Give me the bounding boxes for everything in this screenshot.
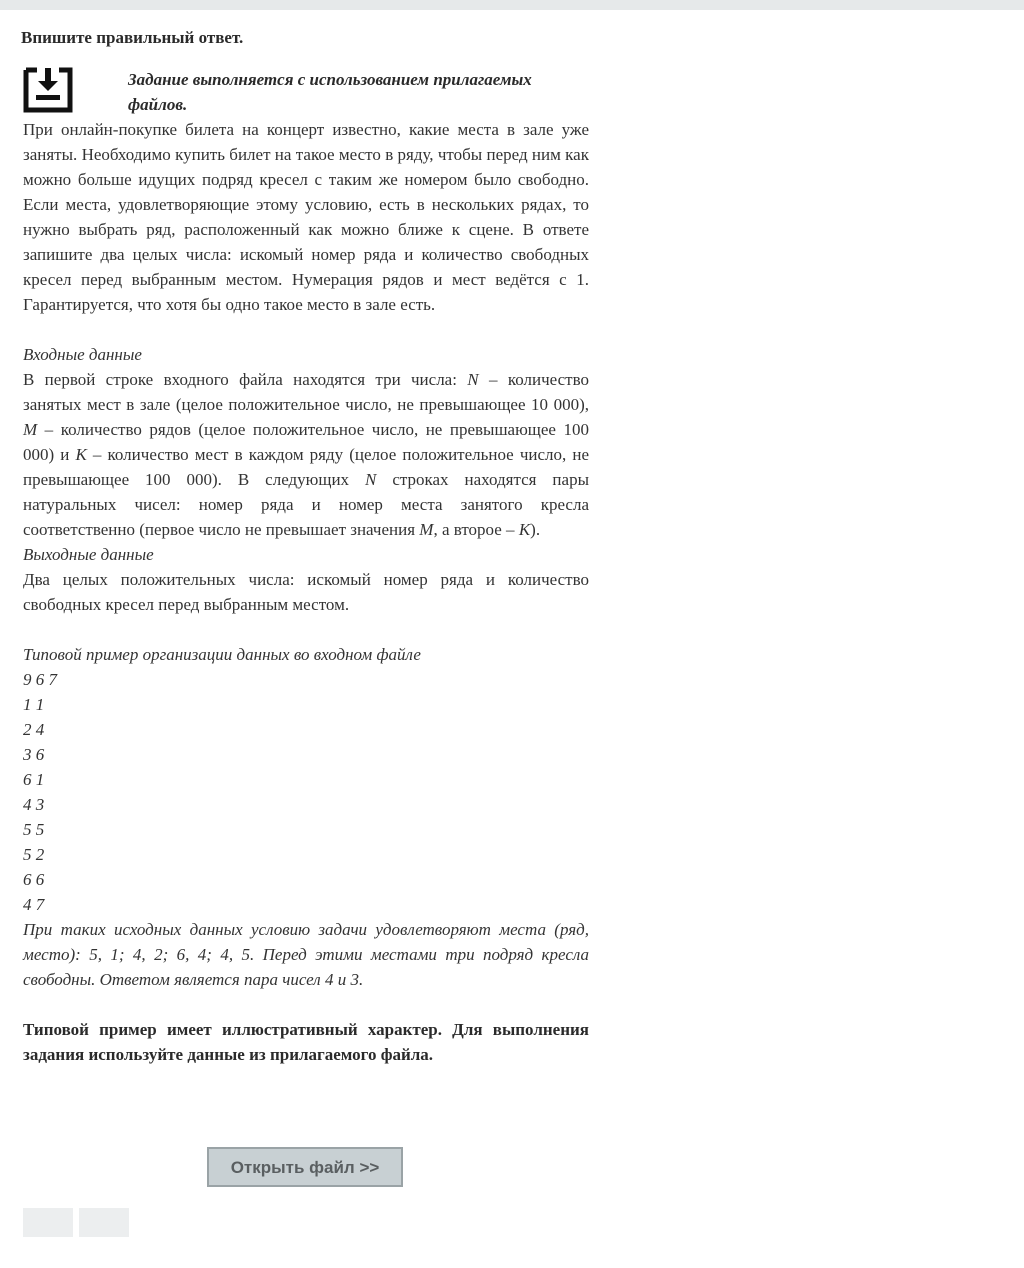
- input-description: В первой строке входного файла находятся три числа: N – количество занятых мест в зале (целое положительное число, не превышающее 10 000), M – количество рядов (целое положительное число, не превышающее 100 000) и K – количество мест в каждом ряду (целое положительное число, не превышающее 100 000). В следующих N строках находятся пары натуральных чисел: номер ряда и номер места занятого кресла соответственно (первое число не превышает значения M, а второе – K).: [23, 370, 589, 539]
- task-text: При онлайн-покупке билета на концерт известно, какие места в зале уже заняты. Необходимо купить билет на такое место в ряду, чтобы перед ним как можно больше идущих подряд кресел с таким же номером было свободно. Если места, удовлетворяющие этому условию, есть в нескольких рядах, то нужно выбрать ряд, расположенный как можно ближе к сцене. В ответе запишите два целых числа: искомый номер ряда и количество свободных кресел перед выбранным местом. Нумерация рядов и мест ведётся с 1. Гарантируется, что хотя бы одно такое место в зале есть.: [23, 120, 589, 314]
- nav-button-next[interactable]: [79, 1208, 129, 1237]
- example-line: 5 5: [23, 820, 45, 839]
- input-heading: Входные данные: [23, 345, 142, 364]
- instruction-heading: Впишите правильный ответ.: [21, 28, 244, 47]
- example-line: 3 6: [23, 745, 45, 764]
- illustrative-note: Типовой пример имеет иллюстративный характер. Для выполнения задания используйте данные из прилагаемого файла.: [23, 1020, 589, 1064]
- output-description: Два целых положительных числа: искомый номер ряда и количество свободных кресел перед выбранным местом.: [23, 570, 589, 614]
- example-line: 1 1: [23, 695, 45, 714]
- example-line: 4 3: [23, 795, 45, 814]
- example-explanation: При таких исходных данных условию задачи удовлетворяют места (ряд, место): 5, 1; 4, 2; 6, 4; 4, 5. Перед этими местами три подряд кресла свободны. Ответом является пара чисел 4 и 3.: [23, 920, 589, 989]
- example-line: 9 6 7: [23, 670, 57, 689]
- download-icon[interactable]: [23, 67, 73, 113]
- output-heading: Выходные данные: [23, 545, 154, 564]
- attached-files-note: Задание выполняется с использованием прилагаемых файлов.: [128, 70, 532, 114]
- open-file-button[interactable]: Открыть файл >>: [207, 1147, 403, 1187]
- example-line: 5 2: [23, 845, 45, 864]
- top-bar: [0, 0, 1024, 10]
- example-heading: Типовой пример организации данных во входном файле: [23, 645, 421, 664]
- nav-button-prev[interactable]: [23, 1208, 73, 1237]
- task-content: [23, 117, 589, 1067]
- example-line: 2 4: [23, 720, 45, 739]
- example-line: 6 1: [23, 770, 45, 789]
- example-line: 4 7: [23, 895, 45, 914]
- example-line: 6 6: [23, 870, 45, 889]
